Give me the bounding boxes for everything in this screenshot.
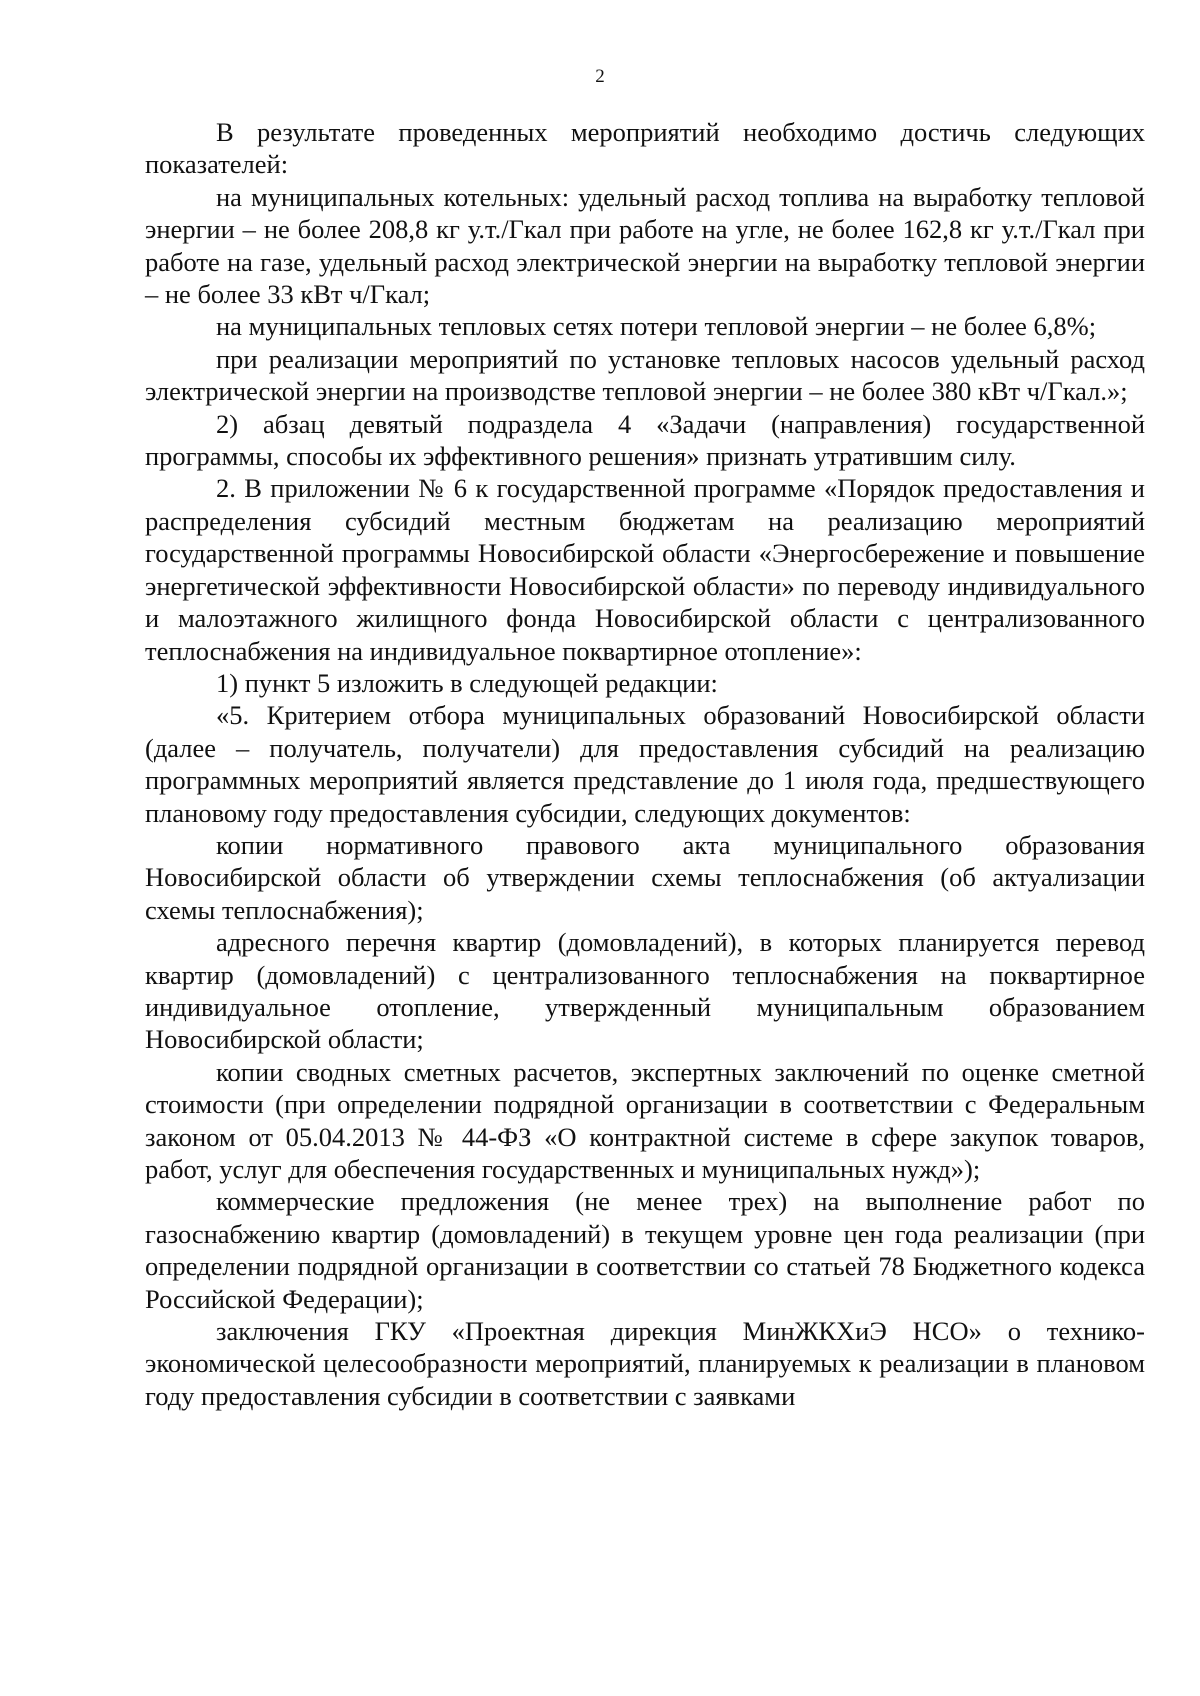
paragraph: В результате проведенных мероприятий необходимо достичь следующих показателей: [145,117,1145,180]
paragraph: копии сводных сметных расчетов, экспертных заключений по оценке сметной стоимости (при определении подрядной организации в соответствии с Федеральным законом от 05.04.2013 № 44-ФЗ «О контрактной системе в сфере закупок товаров, работ, услуг для обеспечения государственных и муниципальных нужд»); [145,1056,1145,1184]
paragraph: при реализации мероприятий по установке тепловых насосов удельный расход электрической энергии на производстве тепловой энергии – не более 380 кВт ч/Гкал.»; [145,343,1145,407]
document-body [145,116,1145,1412]
paragraph: адресного перечня квартир (домовладений), в которых планируется перевод квартир (домовладений) с централизованного теплоснабжения на поквартирное индивидуальное отопление, утвержденный муниципальным образованием Новосибирской области; [145,927,1145,1055]
paragraph: 2. В приложении № 6 к государственной программе «Порядок предоставления и распределения субсидий местным бюджетам на реализацию мероприятий государственной программы Новосибирской области «Энергосбережение и повышение энергетической эффективности Новосибирской области» по переводу индивидуального и малоэтажного жилищного фонда Новосибирской области с централизованного теплоснабжения на индивидуальное поквартирное отопление»: [145,473,1145,666]
paragraph: «5. Критерием отбора муниципальных образований Новосибирской области (далее – получатель, получатели) для предоставления субсидий на реализацию программных мероприятий является представление до 1 июля года, предшествующего плановому году предоставления субсидии, следующих документов: [145,700,1145,828]
paragraph: на муниципальных тепловых сетях потери тепловой энергии – не более 6,8%; [216,311,1097,342]
paragraph: на муниципальных котельных: удельный расход топлива на выработку тепловой энергии – не более 208,8 кг у.т./Гкал при работе на угле, не более 162,8 кг у.т./Гкал при работе на газе, удельный расход электрической энергии на выработку тепловой энергии – не более 33 кВт ч/Гкал; [145,181,1145,310]
paragraph: 2) абзац девятый подраздела 4 «Задачи (направления) государственной программы, способы их эффективного решения» признать утратившим силу. [145,408,1145,472]
paragraph: копии нормативного правового акта муниципального образования Новосибирской области об утверждении схемы теплоснабжения (об актуализации схемы теплоснабжения); [145,829,1145,925]
paragraph: коммерческие предложения (не менее трех) на выполнение работ по газоснабжению квартир (домовладений) в текущем уровне цен года реализации (при определении подрядной организации в соответствии со статьей 78 Бюджетного кодекса Российской Федерации); [145,1186,1145,1314]
paragraph: заключения ГКУ «Проектная дирекция МинЖКХиЭ НСО» о технико-экономической целесообразности мероприятий, планируемых к реализации в плановом году предоставления субсидии в соответствии с заявками [145,1316,1145,1411]
paragraph: 1) пункт 5 изложить в следующей редакции: [216,667,718,698]
page-number: 2 [595,66,605,87]
